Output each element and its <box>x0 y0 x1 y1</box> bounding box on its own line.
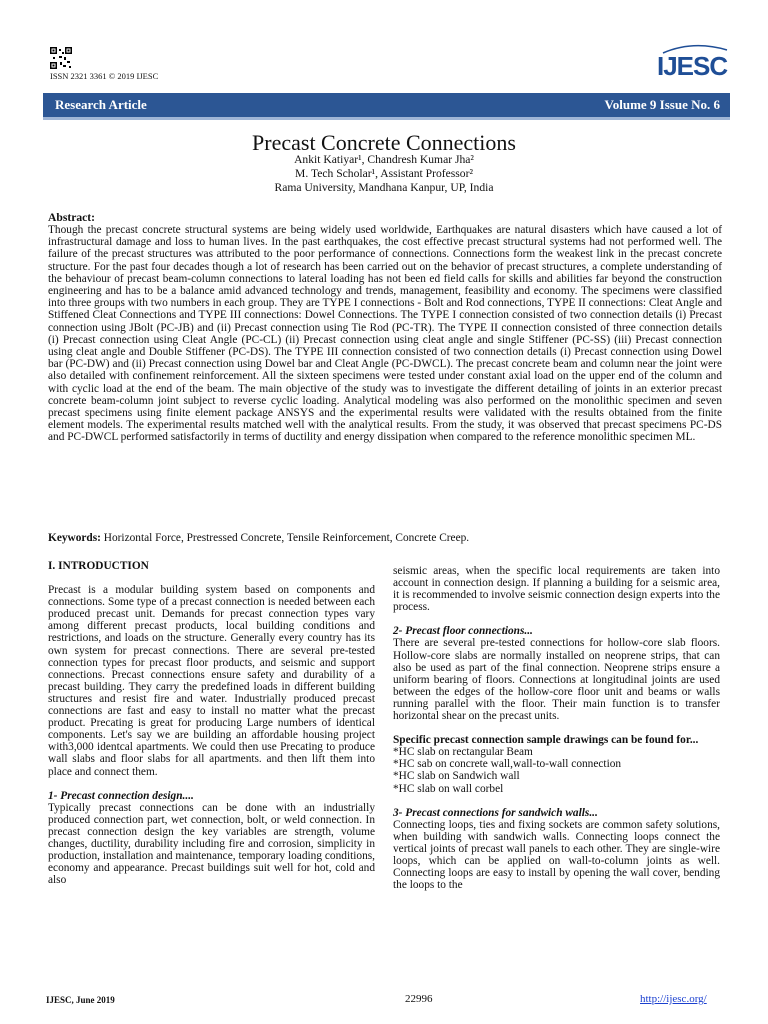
seismic-paragraph: seismic areas, when the specific local requirements are taken into account in connection design. If planning a building for a seismic area, it is recommended to involve seismic connection design experts into the process. <box>393 565 721 614</box>
issn-text: ISSN 2321 3361 © 2019 IJESC <box>50 71 159 81</box>
list-item: *HC sab on concrete wall,wall-to-wall connection <box>393 758 622 771</box>
list-item: *HC slab on rectangular Beam <box>393 746 533 759</box>
drawings-heading: Specific precast connection sample drawings can be found for... <box>393 734 699 747</box>
article-type: Research Article <box>55 97 147 112</box>
affiliation: Rama University, Mandhana Kanpur, UP, India <box>274 181 494 194</box>
logo-text: IJESC <box>657 51 728 81</box>
journal-logo <box>653 48 729 80</box>
abstract-heading: Abstract: <box>48 211 96 224</box>
keywords-text: Horizontal Force, Prestressed Concrete, Tensile Reinforcement, Concrete Creep. <box>100 532 470 544</box>
article-banner <box>43 93 730 120</box>
section-heading: I. INTRODUCTION <box>48 560 149 572</box>
keywords <box>48 532 722 544</box>
keywords-label: Keywords: <box>48 532 101 544</box>
sandwich-paragraph: Connecting loops, ties and fixing sockets are common safety solutions, when building with sandwich walls. Connecting loops connect the vertical joints of precast wall panels to each other. They are single-wire loops, which can be applied on wall-to-column joints as well. Connecting loops are easy to install by opening the wall cover, bending the loops to the <box>393 818 720 892</box>
footer-journal-date: IJESC, June 2019 <box>46 995 115 1005</box>
abstract-body: Though the precast concrete structural systems are being widely used worldwide, Earthquakes are natural disasters which have caused a lot of infrastructural damage and loss to human lives. In the past earthquakes, the cost effective precast structural systems had not performed well. The failure of the precast structures was attributed to the poor performance of connections. Connections form the weakest link in the precast concrete structure. For the past four decades though a lot of research has been carried out on the behavior of precast structures, a complete understanding of the behaviour of precast beam-column connections to lateral loading has not been ed field calls for skills and abilities far beyond the construction engineering and has to be a balance amid advanced technology and trends, management, feasibility and economy. The specimens were classified into three groups with two numbers in each group. They are TYPE I connections - Bolt and Rod connections, TYPE II connections: Cleat Angle and Stiffened Cleat Connections and TYPE III connections: Dowel Connections. The TYPE I connection consisted of two connection details (i) Precast connection using JBolt (PC-JB) and (ii) Precast connection using Tie Rod (PC-TR). The TYPE II connection consisted of three connection details (i) Precast connection using Cleat Angle (PC-CL) (ii) Precast connection using cleat angle and single Stiffener (PC-SS) (iii) Precast connection using cleat angle and Double Stiffener (PC-DS). The TYPE III connection consisted of two connection details (i) Precast connection using Dowel bar (PC-DW) and (ii) Precast connection using Dowel bar and Cleat Angle (PC-DWCL). The precast concrete beam and column near the joint were also detailed with confinement reinforcement. All the sixteen specimens were tested under constant axial load on the upper end of the column and with cyclic load at the end of the beam. The main objective of the study was to investigate the different detailing of joints in an exterior precast concrete beam-column joint subject to reverse cyclic loading. Analytical modeling was also performed on the monolithic specimen and seven precast specimens using finite element package ANSYS and the experimental results were validated with the results obtained from the finite element models. The experimental results matched well with the analytical results. From the study, it was observed that precast specimens PC-DS and PC-DWCL performed satisfactorily in terms of ductility and energy dissipation when compared to the reference monolithic specimen ML. <box>48 224 722 444</box>
journal-url-link[interactable]: http://ijesc.org/ <box>640 993 707 1005</box>
author-names: Ankit Katiyar¹, Chandresh Kumar Jha² <box>294 153 474 166</box>
page-number: 22996 <box>405 993 433 1005</box>
floor-paragraph: There are several pre-tested connections for hollow-core slab floors. Hollow-core slabs are normally installed on neoprene strips, that can also be used as part of the final connection. Neoprene strips ensure a uniform bearing of floors. Connections at longitudinal joints are used between the edges of the hollow-core floor unit and beams or walls running parallel with the floor. Their main function is to transfer horizontal shear on the precast units. <box>393 637 720 723</box>
list-item: *HC slab on Sandwich wall <box>393 770 520 783</box>
volume-issue: Volume 9 Issue No. 6 <box>604 97 720 112</box>
subsection-heading-2: 2- Precast floor connections... <box>393 625 533 638</box>
intro-paragraph: Precast is a modular building system based on components and connections. Some type of a precast connection is needed between each produced precast unit. Demands for precast connection types vary among different precast products, local building conditions and restrictions, and loads on the structure. Generally every country has its own system for precast connections. There are several pre-tested connection types for precast floor products, and seismic and support connections. Precast connections ensure safety and durability of a precast building. They carry the predefined loads in different building structures and resist fire and water. Industrially produced precast connections are fast and easy to install no matter what the precast product. Precating is great for producing Large numbers of identical components. Let's say we are building an affordable housing project with3,000 identcal apartments. We could then use Precating to produce wall slabs and floor slabs for all apartments. and then lift them into place and connect them. <box>48 584 375 778</box>
subsection-heading-3: 3- Precast connections for sandwich walls... <box>393 806 598 819</box>
list-item: *HC slab on wall corbel <box>393 782 504 795</box>
left-column <box>48 560 375 886</box>
design-paragraph: Typically precast connections can be done with an industrially produced connection part, wet connection, bolt, or weld connection. In precast connection design the key variables are strength, volume changes, ductility, durability including fire and corrosion, simplicity in production, installation and maintenance, temporary loading conditions, economy and appearance. Precast buildings suit well for hot, cold and also <box>48 801 375 887</box>
qr-code-icon <box>50 47 72 69</box>
paper-title: Precast Concrete Connections <box>252 130 516 155</box>
subsection-heading-1: 1- Precast connection design.... <box>48 789 194 802</box>
author-roles: M. Tech Scholar¹, Assistant Professor² <box>295 167 473 180</box>
right-column <box>393 565 720 891</box>
